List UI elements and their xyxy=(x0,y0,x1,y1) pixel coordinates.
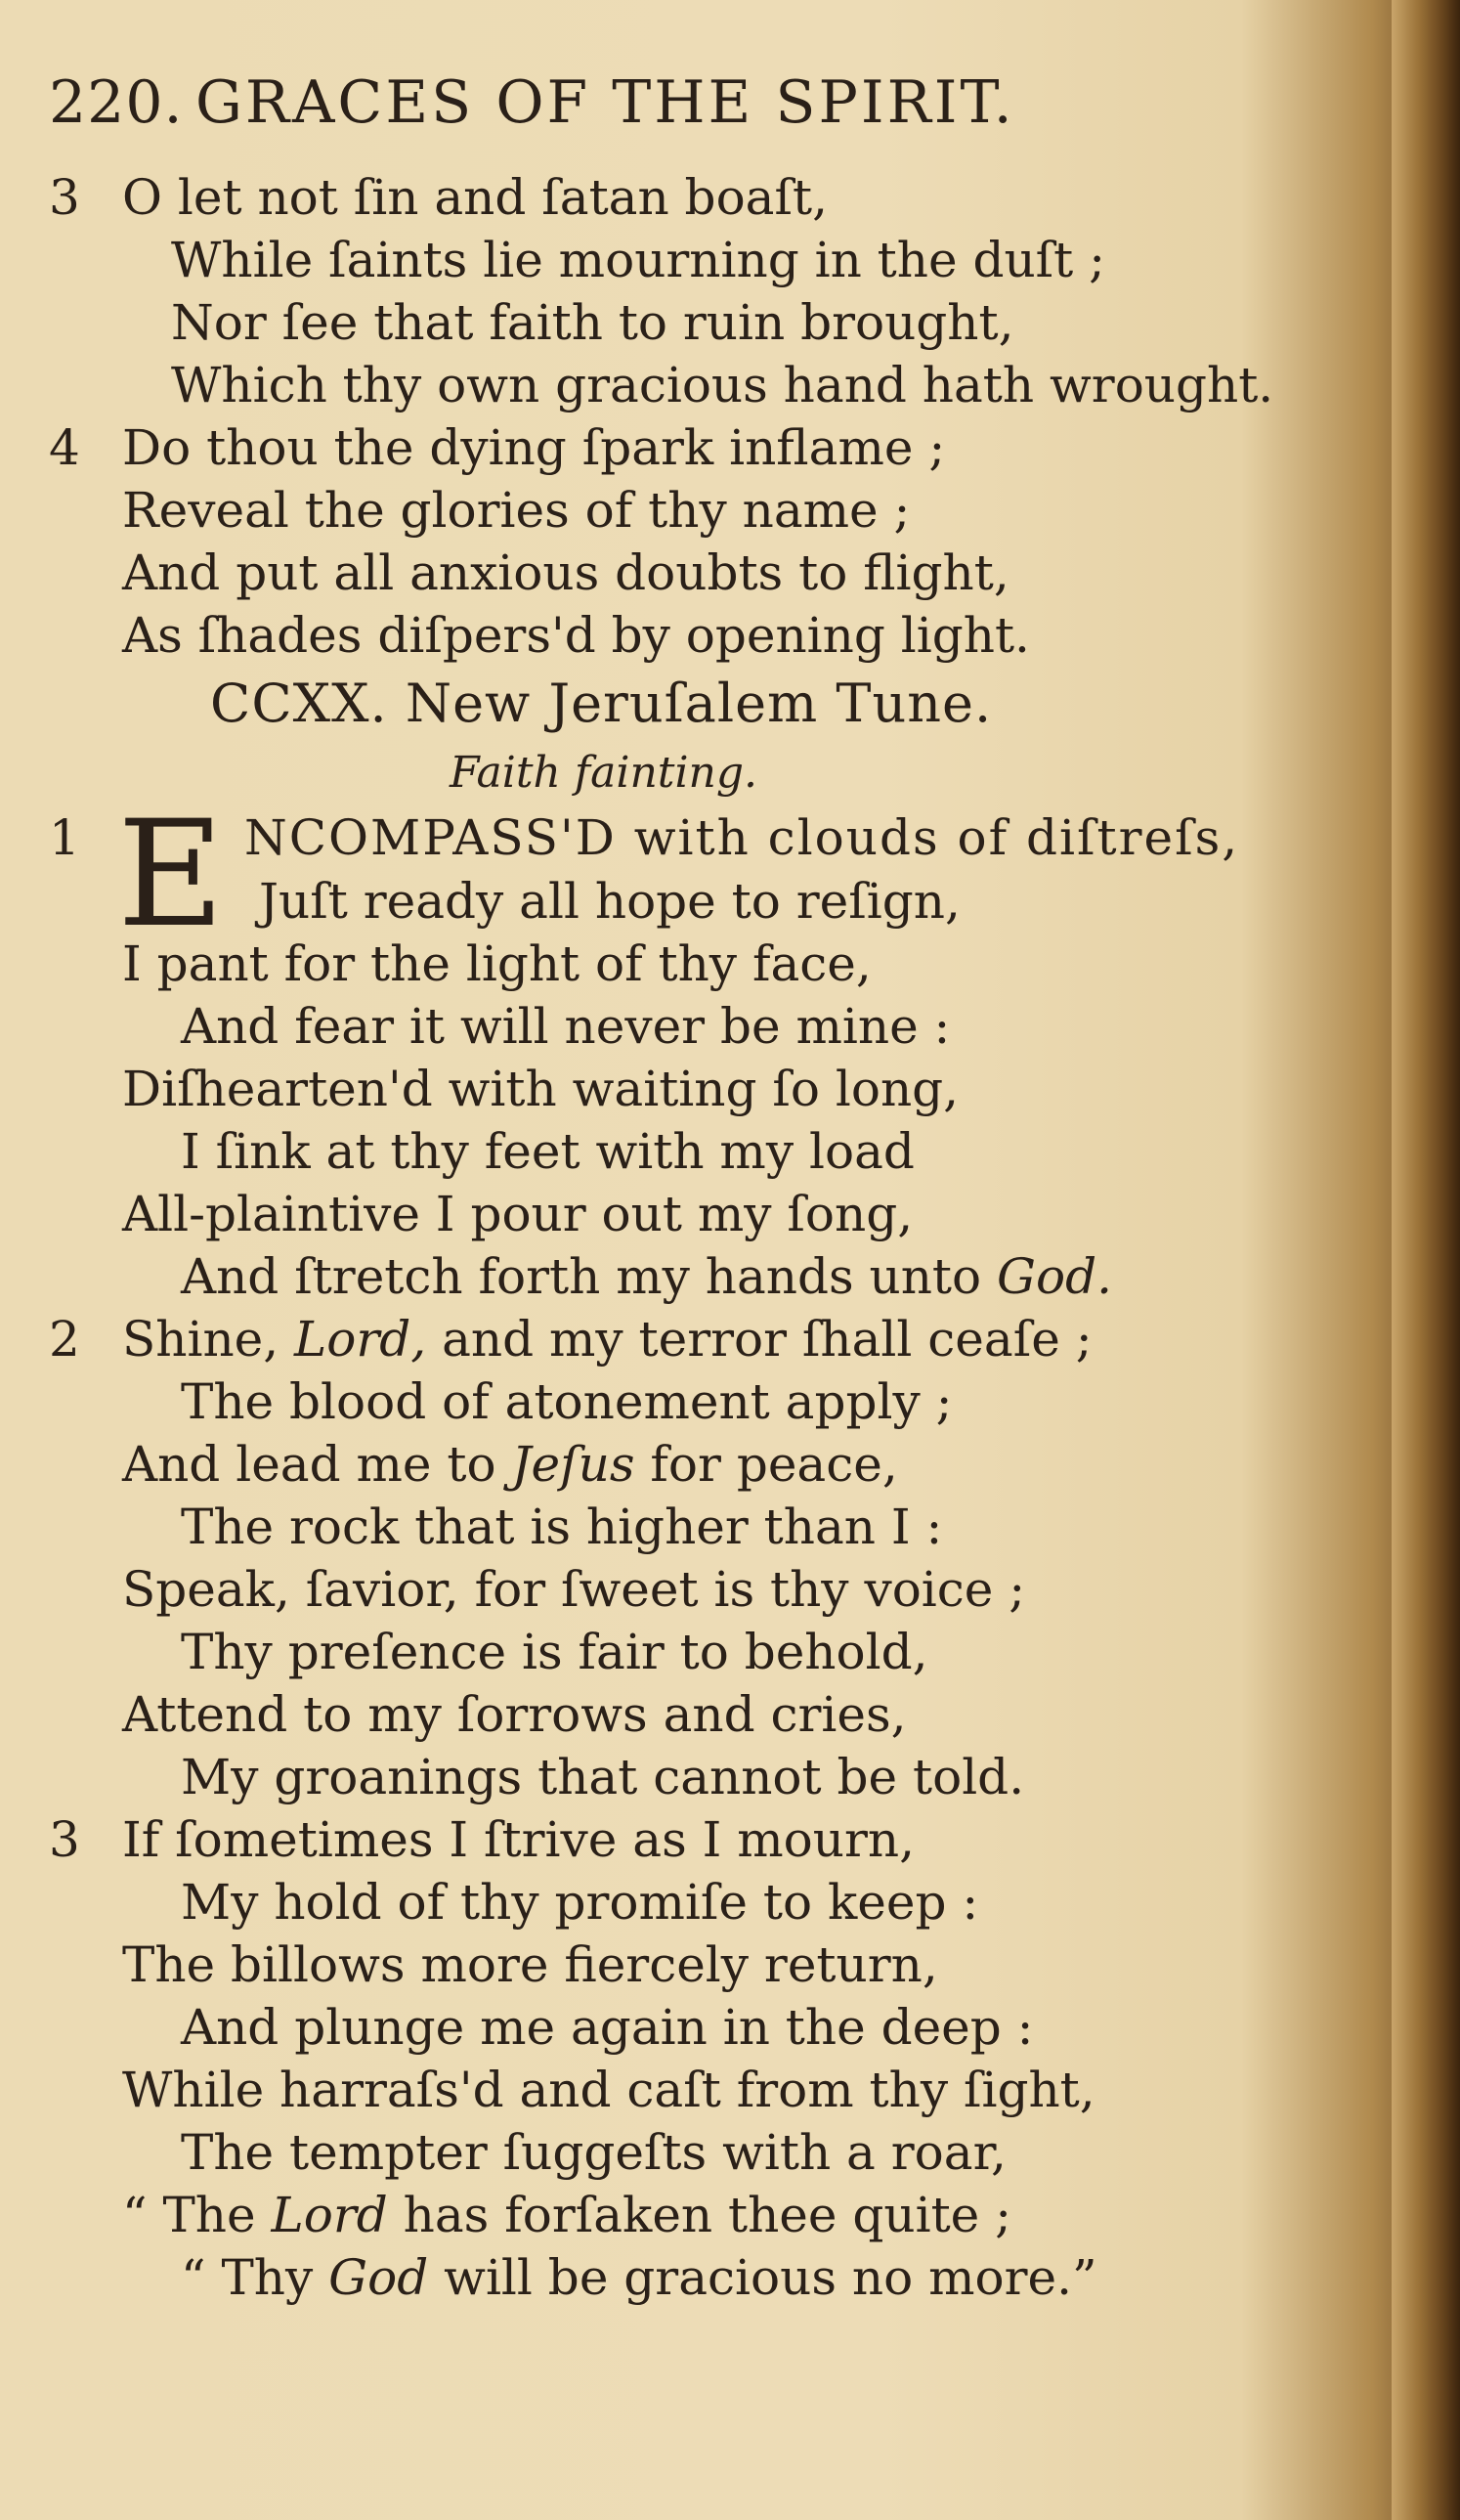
italic-word: God xyxy=(328,2249,429,2306)
verse-text: Thy preſence is fair to behold, xyxy=(181,1624,928,1680)
verse-text: The billows more fiercely return, xyxy=(122,1936,938,1993)
italic-word: Jeſus xyxy=(511,1436,635,1493)
verse-line xyxy=(49,1933,1378,1996)
italic-word: Lord xyxy=(271,2187,388,2243)
verse-text: While harraſs'd and caſt from thy ſight, xyxy=(122,2062,1095,2118)
verse-text-part: has forſaken thee quite ; xyxy=(403,2187,1012,2243)
verse-line xyxy=(49,2184,1378,2246)
verse-line xyxy=(49,1058,1378,1120)
running-header xyxy=(49,68,1378,166)
verse-line xyxy=(49,416,1378,479)
verse-text-part: Shine, xyxy=(122,1311,279,1368)
stanza-number: 3 xyxy=(49,1811,80,1868)
italic-word: God. xyxy=(997,1248,1112,1305)
stanza-number: 1 xyxy=(49,809,80,866)
verse-text: Do thou the dying ſpark inflame ; xyxy=(122,419,946,476)
verse-text xyxy=(122,2184,1011,2246)
verse-line xyxy=(49,542,1378,604)
verse-text: And put all anxious doubts to flight, xyxy=(122,544,1009,601)
verse-text: Speak, ſavior, for ſweet is thy voice ; xyxy=(122,1561,1026,1618)
hymn-subtitle: Faith fainting. xyxy=(450,748,758,798)
verse-text: If ſometimes I ſtrive as I mourn, xyxy=(122,1811,915,1868)
hymn-title: CCXX. New Jeruſalem Tune. xyxy=(210,673,993,734)
verse-text: The blood of atonement apply ; xyxy=(181,1373,953,1430)
verse-line xyxy=(49,1120,1378,1183)
verse-text: Nor ſee that faith to ruin brought, xyxy=(171,294,1014,351)
verse-line xyxy=(49,354,1378,416)
verse-line xyxy=(49,1746,1378,1808)
verse-text: As ſhades diſpers'd by opening light. xyxy=(122,607,1030,664)
verse-line xyxy=(49,1370,1378,1433)
italic-word: Lord, xyxy=(294,1311,427,1368)
verse-text: Diſhearten'd with waiting ſo long, xyxy=(122,1061,960,1117)
verse-text: And plunge me again in the deep : xyxy=(181,1999,1034,2056)
page-number: 220. xyxy=(49,68,184,137)
verse-line xyxy=(49,1433,1378,1496)
verse-line xyxy=(49,1808,1378,1871)
verse-line xyxy=(49,479,1378,542)
verse-text: All-plaintive I pour out my ſong, xyxy=(122,1186,914,1242)
verse-line xyxy=(49,2121,1378,2184)
verse-text-part: for peace, xyxy=(650,1436,898,1493)
verse-text: Attend to my ſorrows and cries, xyxy=(122,1686,907,1743)
verse-line xyxy=(49,166,1378,229)
drop-cap: E xyxy=(117,790,225,960)
verse-text-part: “ Thy xyxy=(181,2249,314,2306)
verse-text-part: “ The xyxy=(122,2187,256,2243)
verse-text: Reveal the glories of thy name ; xyxy=(122,482,911,539)
verse-line xyxy=(49,604,1378,667)
stanza-number: 2 xyxy=(49,1311,80,1368)
verse-text xyxy=(181,2246,1097,2309)
verse-text: I pant for the light of thy face, xyxy=(122,935,872,992)
verse-text-part: and my terror ſhall ceaſe ; xyxy=(442,1311,1093,1368)
stanza-number: 4 xyxy=(49,419,80,476)
verse-text: The tempter ſuggeſts with a roar, xyxy=(181,2124,1007,2181)
verse-text: My hold of thy promiſe to keep : xyxy=(181,1874,979,1931)
verse-text: Which thy own gracious hand hath wrought. xyxy=(171,357,1274,413)
verse-text xyxy=(181,1245,1112,1308)
verse-line xyxy=(49,1308,1378,1370)
verse-line xyxy=(49,1183,1378,1245)
verse-line xyxy=(49,1245,1378,1308)
verse-text: I ſink at thy feet with my load xyxy=(181,1123,915,1180)
verse-text xyxy=(122,1308,1093,1370)
verse-line xyxy=(49,1683,1378,1746)
verse-text: O let not ſin and ſatan boaſt, xyxy=(122,169,828,226)
page-content xyxy=(49,68,1378,2309)
verse-line xyxy=(49,2246,1378,2309)
verse-text: NCOMPASS'D with clouds of diſtreſs, xyxy=(244,809,1240,866)
verse-text: And fear it will never be mine : xyxy=(181,998,951,1055)
verse-text: My groanings that cannot be told. xyxy=(181,1749,1025,1805)
verse-line xyxy=(49,1996,1378,2059)
verse-text: Juſt ready all hope to reſign, xyxy=(259,873,961,930)
verse-line xyxy=(49,1496,1378,1558)
verse-text: While ſaints lie mourning in the duſt ; xyxy=(171,232,1106,288)
verse-line xyxy=(49,995,1378,1058)
verse-text: The rock that is higher than I : xyxy=(181,1499,943,1555)
verse-line xyxy=(49,1621,1378,1683)
running-title: GRACES OF THE SPIRIT. xyxy=(195,68,1015,137)
verse-line xyxy=(49,933,1378,995)
stanza-number: 3 xyxy=(49,169,80,226)
verse-text-part: And ſtretch forth my hands unto xyxy=(181,1248,982,1305)
verse-line xyxy=(49,2059,1378,2121)
verse-line xyxy=(49,291,1378,354)
verse-line xyxy=(49,870,1378,933)
verse-line xyxy=(49,229,1378,291)
verse-text-part: will be gracious no more.” xyxy=(444,2249,1097,2306)
verse-text-part: And lead me to xyxy=(122,1436,496,1493)
verse-text xyxy=(122,1433,898,1496)
verse-line xyxy=(49,1871,1378,1933)
page-edge xyxy=(1392,0,1460,2520)
verse-line xyxy=(49,1558,1378,1621)
